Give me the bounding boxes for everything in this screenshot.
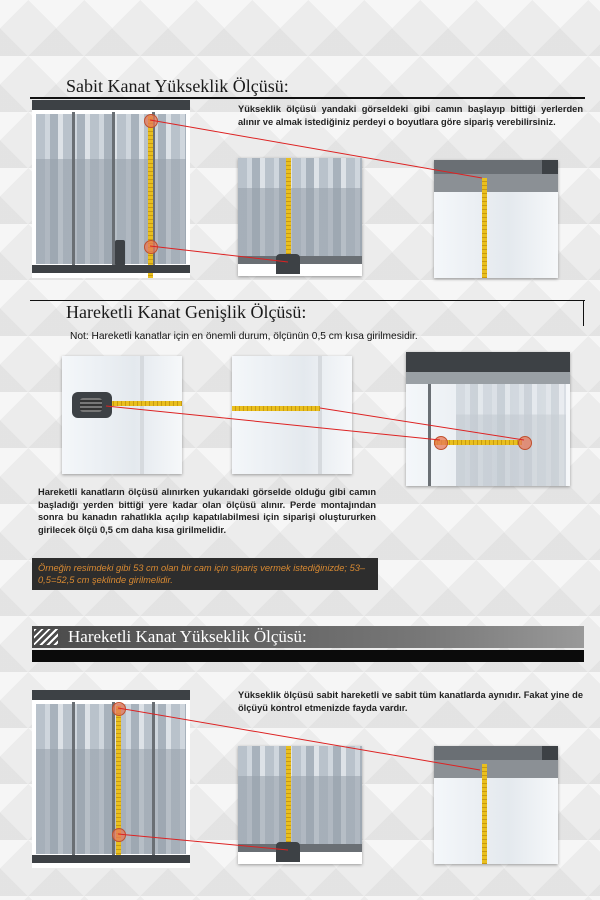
connector-line <box>118 834 288 850</box>
section-title-genislik: Hareketli Kanat Genişlik Ölçüsü: <box>66 302 307 322</box>
genislik-note: Not: Hareketli kanatlar için en önemli durum, ölçünün 0,5 cm kısa girilmesidir. <box>70 331 418 342</box>
connector-line <box>106 406 440 440</box>
connector-line <box>118 708 480 770</box>
sabit-description: Yükseklik ölçüsü yandaki görseldeki gibi camın başlayıp bittiği yerlerden alınır ve almak istediğiniz perdeyi o boyutlara göre sipariş verebilirsiniz. <box>238 104 583 127</box>
connector-line <box>150 120 482 178</box>
genislik-description: Hareketli kanatların ölçüsü alınırken yukarıdaki görselde olduğu gibi camın başladığı yerden bittiği yere kadar olan ölçüsü alınır. Perde montajından sonra bu kanadın rahatlıkla açılıp kapatılabilmesi için siparişi oluştururken girilecek ölçü 0,5 cm daha kısa girilmelidir. <box>38 487 376 535</box>
hareketli-yukseklik-description: Yükseklik ölçüsü sabit hareketli ve sabit tüm kanatlarda aynıdır. Fakat yine de ölçüyü kontrol etmenizde fayda vardır. <box>238 690 583 713</box>
connector-line <box>320 408 524 440</box>
example-box: Örneğin resimdeki gibi 53 cm olan bir cam için sipariş vermek istediğinizde; 53–0,5=52,5 cm şeklinde girilmelidir. <box>32 558 378 590</box>
section-title-hareketli-yukseklik: Hareketli Kanat Yükseklik Ölçüsü: <box>68 627 307 646</box>
section-title-sabit: Sabit Kanat Yükseklik Ölçüsü: <box>66 76 289 96</box>
connector-line <box>150 246 288 262</box>
